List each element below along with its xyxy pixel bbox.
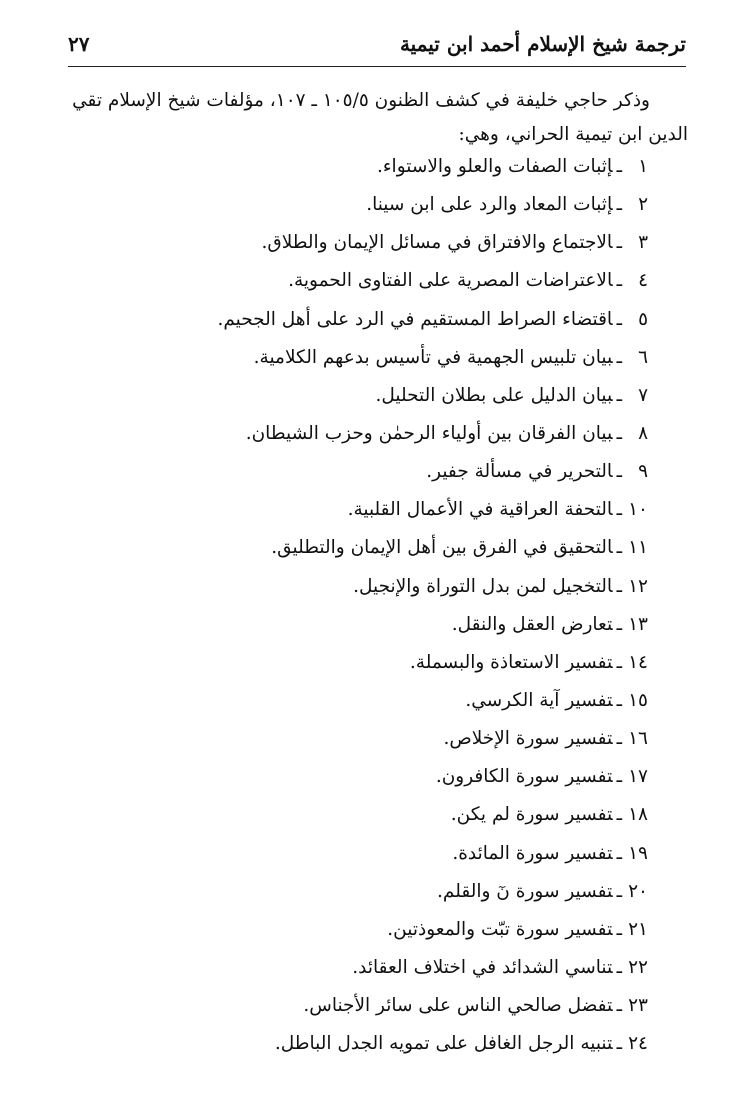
page-header	[68, 30, 686, 64]
intro-line: الدين ابن تيمية الحراني، وهي:	[458, 124, 688, 145]
work-item	[217, 987, 648, 1025]
work-item	[217, 606, 648, 644]
work-separator: ـ	[616, 270, 622, 292]
work-title: تفسير سورة لم يكن.	[450, 804, 613, 826]
work-title: تفسير سورة الكافرون.	[435, 766, 613, 788]
work-number: ١٠	[628, 499, 648, 521]
work-item	[217, 453, 648, 491]
work-title: الاعتراضات المصرية على الفتاوى الحموية.	[288, 270, 613, 292]
work-item	[217, 911, 648, 949]
work-number: ٣	[638, 232, 648, 254]
work-title: تفسير آية الكرسي.	[465, 689, 613, 711]
work-number: ٦	[638, 346, 648, 368]
work-number: ٤	[638, 270, 648, 292]
work-separator: ـ	[616, 575, 622, 597]
work-item	[217, 1025, 648, 1063]
work-separator: ـ	[616, 651, 622, 673]
work-title: التحفة العراقية في الأعمال القلبية.	[347, 499, 613, 521]
work-title: بيان الدليل على بطلان التحليل.	[375, 384, 613, 406]
work-separator: ـ	[616, 689, 622, 711]
work-number: ٨	[638, 422, 648, 444]
work-title: التحرير في مسألة جفير.	[426, 461, 613, 483]
work-title: التخجيل لمن بدل التوراة والإنجيل.	[353, 575, 613, 597]
work-number: ٢٠	[628, 880, 648, 902]
work-title: تعارض العقل والنقل.	[451, 613, 613, 635]
work-title: تنبيه الرجل الغافل على تمويه الجدل الباطل.	[274, 1033, 613, 1055]
work-title: إثبات المعاد والرد على ابن سينا.	[366, 194, 613, 216]
page-number: ٢٧	[68, 32, 90, 56]
work-number: ٢٣	[628, 995, 648, 1017]
work-number: ١١	[628, 537, 648, 559]
work-separator: ـ	[616, 613, 622, 635]
work-number: ١٥	[628, 689, 648, 711]
work-title: تفسير سورة تبّت والمعوذتين.	[387, 918, 613, 940]
work-separator: ـ	[616, 499, 622, 521]
work-separator: ـ	[616, 422, 622, 444]
work-item	[217, 415, 648, 453]
work-separator: ـ	[616, 346, 622, 368]
work-item	[217, 148, 648, 186]
work-number: ٢٤	[628, 1033, 648, 1055]
work-item	[217, 186, 648, 224]
work-title: تفسير سورة الإخلاص.	[443, 728, 613, 750]
header-divider	[68, 66, 686, 67]
work-number: ٩	[638, 461, 648, 483]
work-number: ١٢	[628, 575, 648, 597]
work-number: ٧	[638, 384, 648, 406]
work-item	[217, 796, 648, 834]
work-item	[217, 835, 648, 873]
work-title: بيان الفرقان بين أولياء الرحمٰن وحزب الشيطان.	[245, 422, 613, 444]
work-title: تناسي الشدائد في اختلاف العقائد.	[352, 956, 613, 978]
work-separator: ـ	[616, 728, 622, 750]
work-title: الاجتماع والافتراق في مسائل الإيمان والطلاق.	[261, 232, 613, 254]
work-title: تفضل صالحي الناس على سائر الأجناس.	[303, 995, 613, 1017]
work-item	[217, 644, 648, 682]
work-item	[217, 682, 648, 720]
work-separator: ـ	[616, 232, 622, 254]
work-separator: ـ	[616, 308, 622, 330]
work-title: اقتضاء الصراط المستقيم في الرد على أهل الجحيم.	[217, 308, 613, 330]
work-separator: ـ	[616, 842, 622, 864]
work-title: التحقيق في الفرق بين أهل الإيمان والتطليق.	[271, 537, 613, 559]
work-number: ١٧	[628, 766, 648, 788]
work-item	[217, 758, 648, 796]
work-separator: ـ	[616, 918, 622, 940]
work-number: ٥	[638, 308, 648, 330]
work-item	[217, 377, 648, 415]
work-number: ١٩	[628, 842, 648, 864]
work-separator: ـ	[616, 194, 622, 216]
work-title: تفسير سورة نٓ والقلم.	[437, 880, 613, 902]
work-number: ٢	[638, 194, 648, 216]
work-item	[217, 720, 648, 758]
work-separator: ـ	[616, 156, 622, 177]
work-separator: ـ	[616, 537, 622, 559]
works-list	[217, 148, 648, 1063]
work-separator: ـ	[616, 880, 622, 902]
work-item	[217, 339, 648, 377]
work-number: ١٤	[628, 651, 648, 673]
work-number: ٢٢	[628, 956, 648, 978]
work-item	[217, 949, 648, 987]
work-number: ١٦	[628, 728, 648, 750]
work-number: ١٨	[628, 804, 648, 826]
work-item	[217, 491, 648, 529]
work-separator: ـ	[616, 384, 622, 406]
work-item	[217, 262, 648, 300]
work-separator: ـ	[616, 804, 622, 826]
work-separator: ـ	[616, 1033, 622, 1055]
work-title: إثبات الصفات والعلو والاستواء.	[376, 156, 613, 177]
running-title: ترجمة شيخ الإسلام أحمد ابن تيمية	[399, 32, 686, 56]
work-number: ١٣	[628, 613, 648, 635]
work-separator: ـ	[616, 461, 622, 483]
work-number: ٢١	[628, 918, 648, 940]
work-title: بيان تلبيس الجهمية في تأسيس بدعهم الكلامية.	[253, 346, 613, 368]
work-item	[217, 568, 648, 606]
work-title: تفسير سورة المائدة.	[452, 842, 613, 864]
work-separator: ـ	[616, 956, 622, 978]
intro-paragraph	[68, 84, 688, 152]
work-separator: ـ	[616, 995, 622, 1017]
work-item	[217, 529, 648, 567]
work-title: تفسير الاستعاذة والبسملة.	[409, 651, 613, 673]
work-separator: ـ	[616, 766, 622, 788]
work-item	[217, 224, 648, 262]
work-item	[217, 873, 648, 911]
intro-line: وذكر حاجي خليفة في كشف الظنون ١٠٥/٥ ـ ١٠٧، مؤلفات شيخ الإسلام تقي	[72, 90, 650, 111]
work-item	[217, 301, 648, 339]
work-number: ١	[638, 156, 648, 177]
